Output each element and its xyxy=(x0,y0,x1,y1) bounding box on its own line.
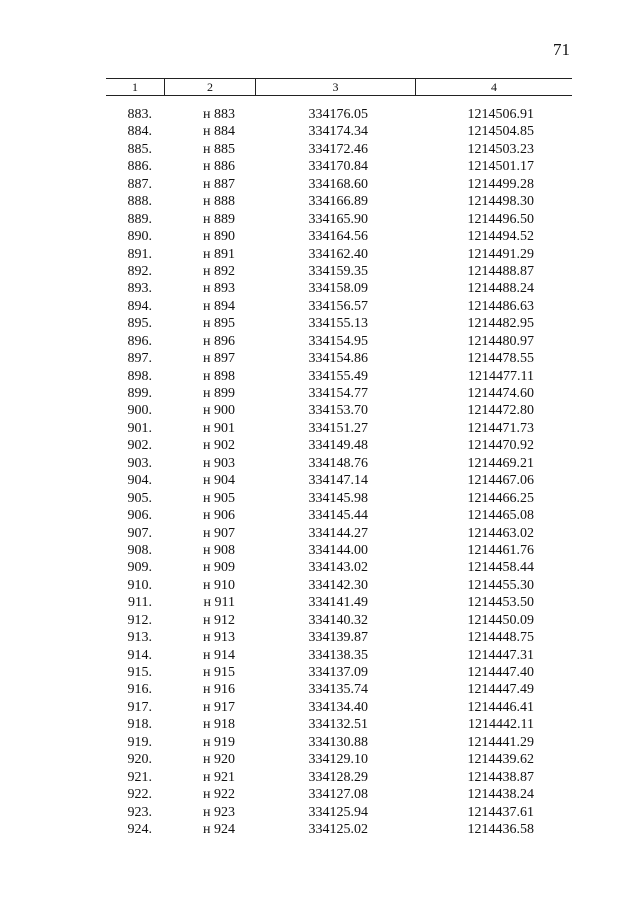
coordinate-x: 334174.34 xyxy=(308,124,368,140)
point-name: н 883 xyxy=(203,107,235,122)
coordinate-x: 334128.29 xyxy=(308,769,368,785)
table-row xyxy=(106,280,572,297)
coordinate-x: 334168.60 xyxy=(308,176,368,192)
coordinate-y: 1214488.87 xyxy=(467,263,534,279)
coordinate-y: 1214461.76 xyxy=(467,542,534,558)
coordinate-y: 1214446.41 xyxy=(467,699,534,715)
coordinate-y: 1214494.52 xyxy=(467,229,534,245)
point-name: н 886 xyxy=(203,159,235,175)
table-row xyxy=(106,333,572,350)
row-number: 910. xyxy=(127,577,152,593)
table-row xyxy=(106,158,572,175)
table-row xyxy=(106,594,572,611)
row-number: 901. xyxy=(127,420,152,436)
coordinate-y: 1214450.09 xyxy=(467,612,534,628)
table-row xyxy=(106,106,572,123)
point-name: н 909 xyxy=(203,560,235,576)
coordinate-y: 1214471.73 xyxy=(467,420,534,436)
row-number: 924. xyxy=(127,821,152,837)
row-number: 891. xyxy=(127,246,152,262)
coordinate-x: 334172.46 xyxy=(308,141,368,157)
coordinate-x: 334145.98 xyxy=(308,490,368,506)
coordinate-y: 1214486.63 xyxy=(467,298,534,314)
point-name: н 897 xyxy=(203,351,235,367)
coordinate-x: 334149.48 xyxy=(308,438,368,454)
point-name: н 887 xyxy=(203,176,235,192)
coordinate-y: 1214470.92 xyxy=(467,438,534,454)
coordinate-y: 1214506.91 xyxy=(467,107,534,122)
table-row xyxy=(106,821,572,838)
point-name: н 923 xyxy=(203,804,235,820)
row-number: 883. xyxy=(127,107,152,122)
point-name: н 884 xyxy=(203,124,235,140)
row-number: 907. xyxy=(127,525,152,541)
coordinate-x: 334142.30 xyxy=(308,577,368,593)
coordinate-y: 1214477.11 xyxy=(468,368,534,384)
coordinate-y: 1214467.06 xyxy=(467,473,534,489)
coordinate-x: 334129.10 xyxy=(308,752,368,768)
point-name: н 885 xyxy=(203,141,235,157)
table-row xyxy=(106,211,572,228)
table-row xyxy=(106,804,572,821)
coordinate-y: 1214472.80 xyxy=(467,403,534,419)
coordinate-x: 334125.02 xyxy=(308,821,368,837)
row-number: 923. xyxy=(127,804,152,820)
row-number: 890. xyxy=(127,229,152,245)
coordinate-y: 1214463.02 xyxy=(467,525,534,541)
table-body xyxy=(106,106,572,838)
table-row xyxy=(106,647,572,664)
point-name: н 894 xyxy=(203,298,235,314)
row-number: 914. xyxy=(127,647,152,663)
point-name: н 892 xyxy=(203,263,235,279)
point-name: н 919 xyxy=(203,734,235,750)
header-col-1: 1 xyxy=(132,80,138,94)
row-number: 886. xyxy=(127,159,152,175)
row-number: 912. xyxy=(127,612,152,628)
coordinate-y: 1214438.87 xyxy=(467,769,534,785)
coordinate-x: 334154.95 xyxy=(308,333,368,349)
row-number: 900. xyxy=(127,403,152,419)
row-number: 889. xyxy=(127,211,152,227)
row-number: 885. xyxy=(127,141,152,157)
coordinate-y: 1214504.85 xyxy=(467,124,534,140)
table-row xyxy=(106,385,572,402)
coordinate-x: 334165.90 xyxy=(308,211,368,227)
point-name: н 893 xyxy=(203,281,235,297)
point-name: н 904 xyxy=(203,473,235,489)
coordinate-x: 334135.74 xyxy=(308,682,368,698)
row-number: 909. xyxy=(127,560,152,576)
row-number: 893. xyxy=(127,281,152,297)
table-row xyxy=(106,507,572,524)
coordinate-y: 1214458.44 xyxy=(467,560,534,576)
point-name: н 918 xyxy=(203,717,235,733)
table-row xyxy=(106,542,572,559)
table-row xyxy=(106,472,572,489)
point-name: н 913 xyxy=(203,630,235,646)
point-name: н 914 xyxy=(203,647,235,663)
header-col-3: 3 xyxy=(255,79,415,95)
coordinate-y: 1214453.50 xyxy=(467,595,534,611)
table-row xyxy=(106,577,572,594)
row-number: 915. xyxy=(127,665,152,680)
point-name: н 922 xyxy=(203,787,235,803)
row-number: 898. xyxy=(127,368,152,384)
coordinate-x: 334141.49 xyxy=(308,595,368,611)
table-row xyxy=(106,664,572,681)
coordinate-y: 1214482.95 xyxy=(467,316,534,332)
table-row xyxy=(106,699,572,716)
coordinate-y: 1214455.30 xyxy=(467,577,534,593)
table-row xyxy=(106,455,572,472)
coordinate-y: 1214448.75 xyxy=(467,630,534,646)
coordinate-x: 334145.44 xyxy=(308,508,368,524)
row-number: 892. xyxy=(127,263,152,279)
table-row xyxy=(106,629,572,646)
table-row xyxy=(106,734,572,751)
point-name: н 889 xyxy=(203,211,235,227)
coordinate-y: 1214480.97 xyxy=(467,333,534,349)
coordinate-y: 1214439.62 xyxy=(467,752,534,768)
coordinate-x: 334144.00 xyxy=(308,542,368,558)
point-name: н 924 xyxy=(203,821,235,837)
coordinate-x: 334176.05 xyxy=(308,107,368,122)
coordinate-y: 1214478.55 xyxy=(467,351,534,367)
header-col-2: 2 xyxy=(164,79,255,95)
coordinate-x: 334132.51 xyxy=(308,717,368,733)
table-row xyxy=(106,298,572,315)
row-number: 916. xyxy=(127,682,152,698)
table-row xyxy=(106,368,572,385)
table-row xyxy=(106,612,572,629)
point-name: н 911 xyxy=(203,595,235,611)
coordinate-y: 1214496.50 xyxy=(467,211,534,227)
table-row xyxy=(106,681,572,698)
header-col-4: 4 xyxy=(415,79,572,95)
coordinate-x: 334155.49 xyxy=(308,368,368,384)
coordinate-y: 1214488.24 xyxy=(467,281,534,297)
point-name: н 907 xyxy=(203,525,235,541)
row-number: 922. xyxy=(127,787,152,803)
coordinate-x: 334154.77 xyxy=(308,386,368,401)
coordinate-x: 334125.94 xyxy=(308,804,368,820)
point-name: н 905 xyxy=(203,490,235,506)
coordinate-x: 334143.02 xyxy=(308,560,368,576)
point-name: н 910 xyxy=(203,577,235,593)
row-number: 904. xyxy=(127,473,152,489)
coordinate-y: 1214447.40 xyxy=(467,665,534,680)
row-number: 888. xyxy=(127,194,152,210)
point-name: н 906 xyxy=(203,508,235,524)
table-row xyxy=(106,559,572,576)
point-name: н 890 xyxy=(203,229,235,245)
table-row xyxy=(106,263,572,280)
row-number: 897. xyxy=(127,351,152,367)
coordinate-y: 1214469.21 xyxy=(467,455,534,471)
point-name: н 895 xyxy=(203,316,235,332)
coordinate-x: 334151.27 xyxy=(308,420,368,436)
row-number: 919. xyxy=(127,734,152,750)
row-number: 908. xyxy=(127,542,152,558)
point-name: н 896 xyxy=(203,333,235,349)
coordinate-y: 1214436.58 xyxy=(467,821,534,837)
point-name: н 920 xyxy=(203,752,235,768)
point-name: н 916 xyxy=(203,682,235,698)
coordinate-x: 334144.27 xyxy=(308,525,368,541)
point-name: н 917 xyxy=(203,699,235,715)
table-header xyxy=(106,78,572,96)
table-row xyxy=(106,786,572,803)
row-number: 899. xyxy=(127,386,152,401)
page-number: 71 xyxy=(553,40,570,59)
row-number: 913. xyxy=(127,630,152,646)
row-number: 905. xyxy=(127,490,152,506)
coordinate-x: 334159.35 xyxy=(308,263,368,279)
row-number: 917. xyxy=(127,699,152,715)
point-name: н 915 xyxy=(203,665,235,680)
coordinate-x: 334170.84 xyxy=(308,159,368,175)
table-row xyxy=(106,490,572,507)
point-name: н 891 xyxy=(203,246,235,262)
table-row xyxy=(106,420,572,437)
coordinate-y: 1214442.11 xyxy=(468,717,534,733)
row-number: 911. xyxy=(128,595,152,611)
coordinate-y: 1214498.30 xyxy=(467,194,534,210)
coordinate-x: 334137.09 xyxy=(308,665,368,680)
coordinate-x: 334134.40 xyxy=(308,699,368,715)
row-number: 903. xyxy=(127,455,152,471)
point-name: н 908 xyxy=(203,542,235,558)
table-row xyxy=(106,176,572,193)
coordinate-x: 334156.57 xyxy=(308,298,368,314)
coordinate-y: 1214474.60 xyxy=(467,386,534,401)
table-row xyxy=(106,193,572,210)
coordinate-x: 334130.88 xyxy=(308,734,368,750)
row-number: 887. xyxy=(127,176,152,192)
coordinate-x: 334154.86 xyxy=(308,351,368,367)
table-row xyxy=(106,716,572,733)
table-row xyxy=(106,141,572,158)
table-row xyxy=(106,751,572,768)
point-name: н 899 xyxy=(203,386,235,401)
coordinate-y: 1214437.61 xyxy=(467,804,534,820)
coordinate-x: 334138.35 xyxy=(308,647,368,663)
coordinate-x: 334140.32 xyxy=(308,612,368,628)
coordinate-x: 334155.13 xyxy=(308,316,368,332)
coordinate-y: 1214438.24 xyxy=(467,787,534,803)
row-number: 906. xyxy=(127,508,152,524)
coordinate-y: 1214447.49 xyxy=(467,682,534,698)
coordinate-y: 1214499.28 xyxy=(467,176,534,192)
row-number: 920. xyxy=(127,752,152,768)
point-name: н 898 xyxy=(203,368,235,384)
coordinate-y: 1214466.25 xyxy=(467,490,534,506)
coordinate-y: 1214447.31 xyxy=(467,647,534,663)
point-name: н 921 xyxy=(203,769,235,785)
coordinate-x: 334139.87 xyxy=(308,630,368,646)
coordinate-y: 1214501.17 xyxy=(467,159,534,175)
point-name: н 900 xyxy=(203,403,235,419)
row-number: 902. xyxy=(127,438,152,454)
coordinate-x: 334158.09 xyxy=(308,281,368,297)
coordinate-x: 334147.14 xyxy=(308,473,368,489)
coordinate-y: 1214465.08 xyxy=(467,508,534,524)
coordinate-x: 334148.76 xyxy=(308,455,368,471)
coordinate-y: 1214503.23 xyxy=(467,141,534,157)
point-name: н 903 xyxy=(203,455,235,471)
table-row xyxy=(106,350,572,367)
table-row xyxy=(106,315,572,332)
coordinate-x: 334127.08 xyxy=(308,787,368,803)
row-number: 896. xyxy=(127,333,152,349)
coordinate-y: 1214441.29 xyxy=(467,734,534,750)
table-row xyxy=(106,402,572,419)
coordinate-y: 1214491.29 xyxy=(467,246,534,262)
point-name: н 902 xyxy=(203,438,235,454)
row-number: 895. xyxy=(127,316,152,332)
point-name: н 901 xyxy=(203,420,235,436)
row-number: 894. xyxy=(127,298,152,314)
coordinate-x: 334164.56 xyxy=(308,229,368,245)
table-row xyxy=(106,123,572,140)
coordinate-x: 334166.89 xyxy=(308,194,368,210)
table-row xyxy=(106,437,572,454)
table-row xyxy=(106,525,572,542)
row-number: 921. xyxy=(127,769,152,785)
row-number: 884. xyxy=(127,124,152,140)
table-row xyxy=(106,769,572,786)
point-name: н 912 xyxy=(203,612,235,628)
coordinate-x: 334153.70 xyxy=(308,403,368,419)
point-name: н 888 xyxy=(203,194,235,210)
row-number: 918. xyxy=(127,717,152,733)
table-row xyxy=(106,228,572,245)
table-row xyxy=(106,246,572,263)
coordinate-x: 334162.40 xyxy=(308,246,368,262)
